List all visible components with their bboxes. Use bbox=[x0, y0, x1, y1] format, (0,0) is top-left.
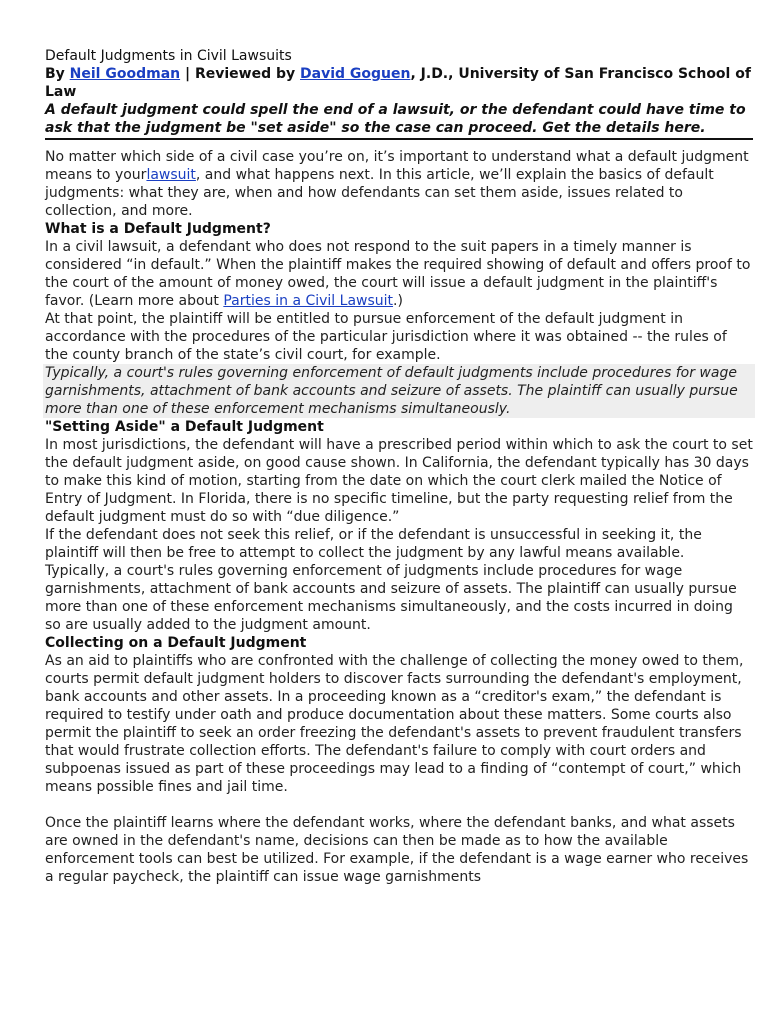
lawsuit-link[interactable]: lawsuit bbox=[146, 167, 196, 183]
creditor-exam-paragraph: As an aid to plaintiffs who are confronted with the challenge of collecting the money owed to them, courts permit default judgment holders to discover facts surrounding the defendant's employment, bank accounts and other assets. In a proceeding known as a “creditor's exam,” the defendant is required to testify under oath and produce documentation about these matters. Some courts also permit the plaintiff to seek an order freezing the defendant's assets to prevent fraudulent transfers that would frustrate collection efforts. The defendant's failure to comply with court orders and subpoenas issued as part of these proceedings may lead to a finding of “contempt of court,” which means possible fines and jail time. bbox=[45, 653, 744, 795]
intro-text-start: No matter which side of a civil case you’re on, it’s important to understand what a default judgment means to your bbox=[45, 149, 749, 183]
parties-civil-lawsuit-link[interactable]: Parties in a Civil Lawsuit bbox=[223, 293, 394, 309]
section-heading-default-judgment: What is a Default Judgment? bbox=[45, 221, 271, 237]
reviewed-prefix: | Reviewed by bbox=[180, 66, 301, 82]
section-heading-collecting: Collecting on a Default Judgment bbox=[45, 635, 307, 651]
enforcement-tools-paragraph: Once the plaintiff learns where the defendant works, where the defendant banks, and what assets are owned in the defendant's name, decisions can then be made as to how the available enforcement tools can best be utilized. For example, if the defendant is a wage earner who receives a regular paycheck, the plaintiff can issue wage garnishments bbox=[45, 815, 749, 885]
setting-aside-paragraph: In most jurisdictions, the defendant will have a prescribed period within which to ask the court to set the default judgment aside, on good cause shown. In California, the defendant typically has 30 days to make this kind of motion, starting from the date on which the court clerk mailed the Notice of Entry of Judgment. In Florida, there is no specific timeline, but the party requesting relief from the default judgment must do so with “due diligence.” bbox=[45, 437, 753, 525]
collection-paragraph: If the defendant does not seek this relief, or if the defendant is unsuccessful in seeking it, the plaintiff will then be free to attempt to collect the judgment by any lawful means available. Typically, a court's rules governing enforcement of judgments include procedures for wage garnishments, attachment of bank accounts and seizure of assets. The plaintiff can usually pursue more than one of these enforcement mechanisms simultaneously, and the costs incurred in doing so are usually added to the judgment amount. bbox=[45, 527, 737, 633]
default-judgment-text: In a civil lawsuit, a defendant who does not respond to the suit papers in a timely manner is considered “in default.” When the plaintiff makes the required showing of default and offers proof to the court of the amount of money owed, the court will issue a default judgment in the plaintiff's favor. (Learn more about bbox=[45, 239, 751, 309]
enforcement-paragraph: At that point, the plaintiff will be entitled to pursue enforcement of the default judgment in accordance with the procedures of the particular jurisdiction where it was obtained -- the rules of the county branch of the state’s civil court, for example. bbox=[45, 311, 727, 363]
header-divider bbox=[45, 138, 753, 140]
by-prefix: By bbox=[45, 66, 70, 82]
reviewer-credentials: , J.D., University of San Francisco School of Law bbox=[45, 66, 751, 100]
paragraph-spacer bbox=[45, 796, 753, 814]
author-link[interactable]: Neil Goodman bbox=[69, 66, 181, 82]
intro-text-end: , and what happens next. In this article, we’ll explain the basics of default judgments: what they are, when and how defendants can set them aside, issues related to collection, and more. bbox=[45, 167, 714, 219]
article-summary: A default judgment could spell the end of a lawsuit, or the defendant could have time to ask that the judgment be "set aside" so the case can proceed. Get the details here. bbox=[45, 102, 746, 136]
enforcement-quote: Typically, a court's rules governing enforcement of default judgments include procedures for wage garnishments, attachment of bank accounts and seizure of assets. The plaintiff can usually pursue more than one of these enforcement mechanisms simultaneously. bbox=[43, 364, 755, 418]
intro-paragraph bbox=[45, 148, 753, 220]
reviewer-link[interactable]: David Goguen bbox=[300, 66, 411, 82]
default-judgment-text-end: .) bbox=[393, 293, 403, 309]
default-judgment-paragraph bbox=[45, 238, 753, 310]
page-title: Default Judgments in Civil Lawsuits bbox=[45, 48, 292, 64]
section-heading-setting-aside: "Setting Aside" a Default Judgment bbox=[45, 419, 324, 435]
article bbox=[45, 47, 753, 886]
byline bbox=[45, 65, 753, 101]
